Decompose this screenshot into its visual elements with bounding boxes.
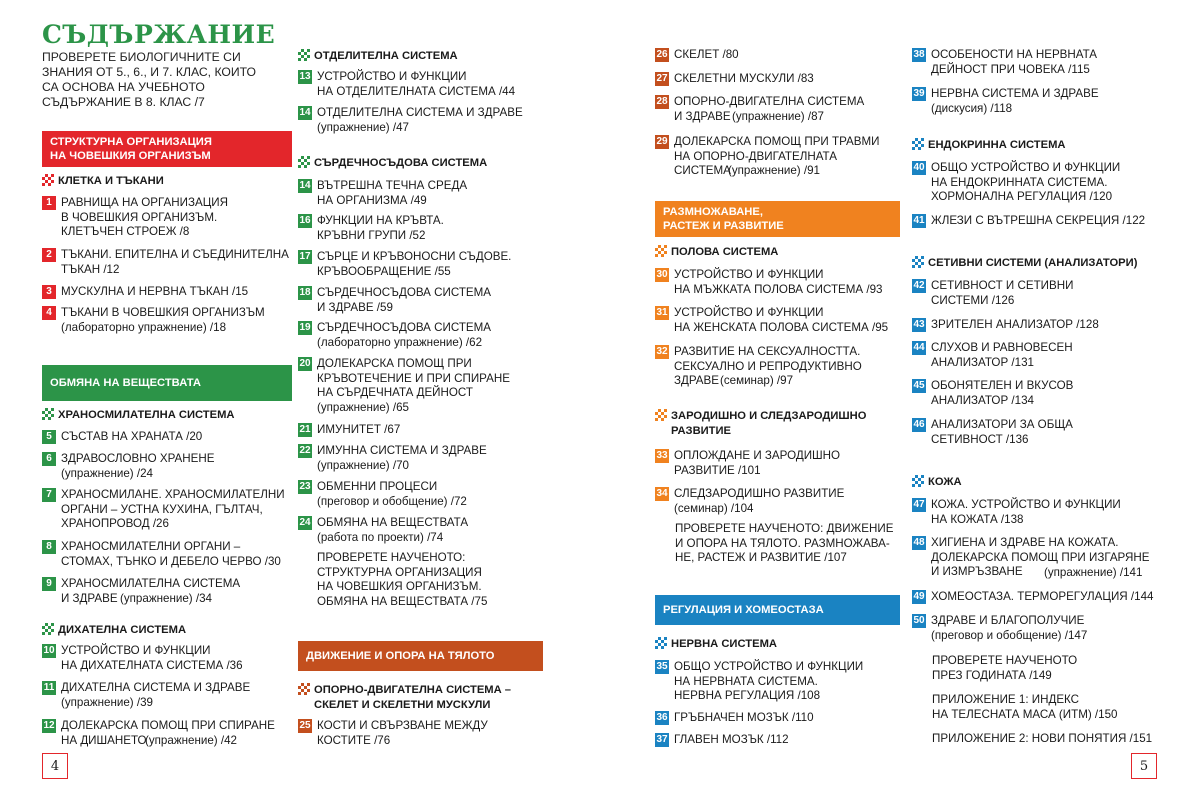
subhead-digestive: ХРАНОСМИЛАТЕЛНА СИСТЕМА bbox=[42, 407, 292, 423]
toc-entry[interactable]: 29 ДОЛЕКАРСКА ПОМОЩ ПРИ ТРАВМИ НА ОПОРНО-ДВИГАТЕЛНАТА СИСТЕМА bbox=[656, 135, 880, 177]
section-movement: ДВИЖЕНИЕ И ОПОРА НА ТЯЛОТО bbox=[298, 641, 543, 671]
subhead-embryonic: ЗАРОДИШНО И СЛЕДЗАРОДИШНО РАЗВИТИЕ bbox=[655, 408, 905, 438]
toc-entry[interactable]: 14 ОТДЕЛИТЕЛНА СИСТЕМА И ЗДРАВЕ (упражнение) /47 bbox=[299, 106, 523, 134]
toc-entry[interactable]: 26 СКЕЛЕТ /80 bbox=[656, 48, 739, 61]
entry-note: (упражнение) /87 bbox=[732, 110, 824, 123]
review-block[interactable]: ПРОВЕРЕТЕ НАУЧЕНОТО: СТРУКТУРНА ОРГАНИЗАЦИЯ НА ЧОВЕШКИЯ ОРГАНИЗЪМ. ОБМЯНА НА ВЕЩЕСТВАТА /75 bbox=[317, 551, 488, 608]
checker-icon bbox=[912, 138, 924, 150]
entry-note: (упражнение) /91 bbox=[728, 164, 820, 177]
toc-entry[interactable]: 38 ОСОБЕНОСТИ НА НЕРВНАТА ДЕЙНОСТ ПРИ ЧОВЕКА /115 bbox=[913, 48, 1098, 76]
toc-entry[interactable]: 47 КОЖА. УСТРОЙСТВО И ФУНКЦИИ НА КОЖАТА /138 bbox=[913, 498, 1121, 526]
toc-entry[interactable]: 11 ДИХАТЕЛНА СИСТЕМА И ЗДРАВЕ (упражнение) /39 bbox=[43, 681, 251, 709]
page-title: СЪДЪРЖАНИЕ bbox=[42, 20, 276, 49]
toc-entry[interactable]: 46 АНАЛИЗАТОРИ ЗА ОБЩА СЕТИВНОСТ /136 bbox=[913, 418, 1073, 446]
section-reproduction: РАЗМНОЖАВАНЕ, РАСТЕЖ И РАЗВИТИЕ bbox=[655, 201, 900, 237]
toc-entry[interactable]: 2 ТЪКАНИ. ЕПИТЕЛНА И СЪЕДИНИТЕЛНА ТЪКАН /12 bbox=[42, 248, 292, 277]
toc-entry[interactable]: 23 ОБМЕННИ ПРОЦЕСИ (преговор и обобщение) /72 bbox=[299, 480, 467, 508]
toc-entry[interactable]: 21 ИМУНИТЕТ /67 bbox=[299, 423, 401, 436]
intro-text: ПРОВЕРЕТЕ БИОЛОГИЧНИТЕ СИ ЗНАНИЯ ОТ 5., 6., И 7. КЛАС, КОИТО СА ОСНОВА НА УЧЕБНОТО СЪДЪРЖАНИЕ В 8. КЛАС /7 bbox=[42, 50, 257, 109]
toc-entry[interactable]: 9 ХРАНОСМИЛАТЕЛНА СИСТЕМА И ЗДРАВЕ bbox=[42, 577, 292, 606]
checker-icon bbox=[912, 475, 924, 487]
toc-entry[interactable]: 50 ЗДРАВЕ И БЛАГОПОЛУЧИЕ (преговор и обобщение) /147 bbox=[913, 614, 1088, 642]
toc-entry[interactable]: 25 КОСТИ И СВЪРЗВАНЕ МЕЖДУ КОСТИТЕ /76 bbox=[299, 719, 488, 747]
toc-entry[interactable]: 42 СЕТИВНОСТ И СЕТИВНИ СИСТЕМИ /126 bbox=[913, 279, 1074, 307]
review-block[interactable]: ПРОВЕРЕТЕ НАУЧЕНОТО: ДВИЖЕНИЕ И ОПОРА НА ТЯЛОТО. РАЗМНОЖАВА- НЕ, РАСТЕЖ И РАЗВИТИЕ /107 bbox=[675, 522, 894, 564]
subhead-sensory: СЕТИВНИ СИСТЕМИ (АНАЛИЗАТОРИ) bbox=[912, 255, 1162, 271]
toc-entry[interactable]: 32 РАЗВИТИЕ НА СЕКСУАЛНОСТТА. СЕКСУАЛНО И РЕПРОДУКТИВНО ЗДРАВЕ bbox=[656, 345, 862, 387]
appendix-1-link[interactable]: ПРИЛОЖЕНИЕ 1: ИНДЕКС НА ТЕЛЕСНАТА МАСА (ИТМ) /150 bbox=[932, 693, 1118, 721]
subhead-skin: КОЖА bbox=[912, 474, 1162, 490]
toc-entry[interactable]: 3 МУСКУЛНА И НЕРВНА ТЪКАН /15 bbox=[42, 285, 292, 300]
toc-entry[interactable]: 34 СЛЕДЗАРОДИШНО РАЗВИТИЕ (семинар) /104 bbox=[656, 487, 845, 515]
checker-icon bbox=[655, 637, 667, 649]
subhead-cardio: СЪРДЕЧНОСЪДОВА СИСТЕМА bbox=[298, 155, 548, 171]
checker-icon bbox=[298, 683, 310, 695]
toc-entry[interactable]: 7 ХРАНОСМИЛАНЕ. ХРАНОСМИЛАТЕЛНИ ОРГАНИ – УСТНА КУХИНА, ГЪЛТАЧ, ХРАНОПРОВОД /26 bbox=[42, 488, 292, 532]
toc-entry[interactable]: 43 ЗРИТЕЛЕН АНАЛИЗАТОР /128 bbox=[913, 318, 1099, 331]
toc-entry[interactable]: 19 СЪРДЕЧНОСЪДОВА СИСТЕМА (лабораторно упражнение) /62 bbox=[299, 321, 492, 349]
toc-entry[interactable]: 12 ДОЛЕКАРСКА ПОМОЩ ПРИ СПИРАНЕ НА ДИШАНЕТО bbox=[43, 719, 275, 747]
page-number-right: 5 bbox=[1131, 753, 1157, 779]
toc-entry[interactable]: 1 РАВНИЩА НА ОРГАНИЗАЦИЯ В ЧОВЕШКИЯ ОРГАНИЗЪМ. КЛЕТЪЧЕН СТРОЕЖ /8 bbox=[42, 196, 292, 240]
toc-entry[interactable]: 4 ТЪКАНИ В ЧОВЕШКИЯ ОРГАНИЗЪМ (лабораторно упражнение) /18 bbox=[42, 306, 292, 335]
checker-icon bbox=[298, 49, 310, 61]
toc-entry[interactable]: 16 ФУНКЦИИ НА КРЪВТА. КРЪВНИ ГРУПИ /52 bbox=[299, 214, 444, 242]
toc-entry[interactable]: 39 НЕРВНА СИСТЕМА И ЗДРАВЕ (дискусия) /118 bbox=[913, 87, 1099, 115]
toc-entry[interactable]: 49 ХОМЕОСТАЗА. ТЕРМОРЕГУЛАЦИЯ /144 bbox=[913, 590, 1154, 603]
toc-entry[interactable]: 40 ОБЩО УСТРОЙСТВО И ФУНКЦИИ НА ЕНДОКРИННАТА СИСТЕМА. ХОРМОНАЛНА РЕГУЛАЦИЯ /120 bbox=[913, 161, 1121, 203]
toc-entry[interactable]: 22 ИМУННА СИСТЕМА И ЗДРАВЕ (упражнение) /70 bbox=[299, 444, 487, 472]
checker-icon bbox=[42, 408, 54, 420]
checker-icon bbox=[655, 409, 667, 421]
toc-entry[interactable]: 44 СЛУХОВ И РАВНОВЕСЕН АНАЛИЗАТОР /131 bbox=[913, 341, 1073, 369]
toc-entry[interactable]: 41 ЖЛЕЗИ С ВЪТРЕШНА СЕКРЕЦИЯ /122 bbox=[913, 214, 1146, 227]
review-block[interactable]: ПРОВЕРЕТЕ НАУЧЕНОТО ПРЕЗ ГОДИНАТА /149 bbox=[932, 654, 1078, 682]
toc-entry[interactable]: 18 СЪРДЕЧНОСЪДОВА СИСТЕМА И ЗДРАВЕ /59 bbox=[299, 286, 492, 314]
toc-entry[interactable]: 48 ХИГИЕНА И ЗДРАВЕ НА КОЖАТА. ДОЛЕКАРСКА ПОМОЩ ПРИ ИЗГАРЯНЕ И ИЗМРЪЗВАНЕ bbox=[913, 536, 1150, 578]
entry-note: (упражнение) /141 bbox=[1044, 566, 1143, 579]
entry-note: (упражнение) /34 bbox=[120, 592, 212, 605]
toc-entry[interactable]: 30 УСТРОЙСТВО И ФУНКЦИИ НА МЪЖКАТА ПОЛОВА СИСТЕМА /93 bbox=[656, 268, 883, 296]
subhead-cells: КЛЕТКА И ТЪКАНИ bbox=[42, 173, 292, 189]
section-structure: СТРУКТУРНА ОРГАНИЗАЦИЯ НА ЧОВЕШКИЯ ОРГАНИЗЪМ bbox=[42, 131, 292, 167]
subhead-excretory: ОТДЕЛИТЕЛНА СИСТЕМА bbox=[298, 48, 548, 64]
checker-icon bbox=[298, 156, 310, 168]
toc-entry[interactable]: 14 ВЪТРЕШНА ТЕЧНА СРЕДА НА ОРГАНИЗМА /49 bbox=[299, 179, 468, 207]
toc-entry[interactable]: 35 ОБЩО УСТРОЙСТВО И ФУНКЦИИ НА НЕРВНАТА СИСТЕМА. НЕРВНА РЕГУЛАЦИЯ /108 bbox=[656, 660, 864, 702]
toc-entry[interactable]: 33 ОПЛОЖДАНЕ И ЗАРОДИШНО РАЗВИТИЕ /101 bbox=[656, 449, 841, 477]
toc-entry[interactable]: 37 ГЛАВЕН МОЗЪК /112 bbox=[656, 733, 789, 746]
toc-entry[interactable]: 8 ХРАНОСМИЛАТЕЛНИ ОРГАНИ – СТОМАХ, ТЪНКО И ДЕБЕЛО ЧЕРВО /30 bbox=[42, 540, 292, 569]
subhead-endocrine: ЕНДОКРИННА СИСТЕМА bbox=[912, 137, 1162, 153]
checker-icon bbox=[912, 256, 924, 268]
toc-entry[interactable]: 31 УСТРОЙСТВО И ФУНКЦИИ НА ЖЕНСКАТА ПОЛОВА СИСТЕМА /95 bbox=[656, 306, 889, 334]
subhead-reproductive: ПОЛОВА СИСТЕМА bbox=[655, 244, 905, 260]
section-regulation: РЕГУЛАЦИЯ И ХОМЕОСТАЗА bbox=[655, 595, 900, 625]
checker-icon bbox=[655, 245, 667, 257]
toc-entry[interactable]: 5 СЪСТАВ НА ХРАНАТА /20 bbox=[42, 430, 292, 445]
toc-entry[interactable]: 27 СКЕЛЕТНИ МУСКУЛИ /83 bbox=[656, 72, 814, 85]
toc-entry[interactable]: 13 УСТРОЙСТВО И ФУНКЦИИ НА ОТДЕЛИТЕЛНАТА СИСТЕМА /44 bbox=[299, 70, 516, 98]
entry-note: (семинар) /97 bbox=[720, 374, 794, 387]
checker-icon bbox=[42, 623, 54, 635]
toc-entry[interactable]: 17 СЪРЦЕ И КРЪВОНОСНИ СЪДОВЕ. КРЪВООБРАЩЕНИЕ /55 bbox=[299, 250, 512, 278]
toc-entry[interactable]: 20 ДОЛЕКАРСКА ПОМОЩ ПРИ КРЪВОТЕЧЕНИЕ И ПРИ СПИРАНЕ НА СЪРДЕЧНАТА ДЕЙНОСТ (упражнение) /65 bbox=[299, 357, 510, 414]
subhead-respiratory: ДИХАТЕЛНА СИСТЕМА bbox=[42, 622, 292, 638]
page-number-left: 4 bbox=[42, 753, 68, 779]
appendix-2-link[interactable]: ПРИЛОЖЕНИЕ 2: НОВИ ПОНЯТИЯ /151 bbox=[932, 732, 1153, 745]
toc-entry[interactable]: 45 ОБОНЯТЕЛЕН И ВКУСОВ АНАЛИЗАТОР /134 bbox=[913, 379, 1074, 407]
toc-entry[interactable]: 6 ЗДРАВОСЛОВНО ХРАНЕНЕ (упражнение) /24 bbox=[42, 452, 292, 481]
entry-note: (упражнение) /42 bbox=[145, 734, 237, 747]
toc-entry[interactable]: 28 ОПОРНО-ДВИГАТЕЛНА СИСТЕМА И ЗДРАВЕ bbox=[656, 95, 865, 123]
toc-entry[interactable]: 24 ОБМЯНА НА ВЕЩЕСТВАТА (работа по проекти) /74 bbox=[299, 516, 469, 544]
subhead-nervous: НЕРВНА СИСТЕМА bbox=[655, 636, 905, 652]
checker-icon bbox=[42, 174, 54, 186]
subhead-musculo: ОПОРНО-ДВИГАТЕЛНА СИСТЕМА – СКЕЛЕТ И СКЕЛЕТНИ МУСКУЛИ bbox=[298, 682, 548, 712]
toc-entry[interactable]: 36 ГРЪБНАЧЕН МОЗЪК /110 bbox=[656, 711, 814, 724]
section-metabolism: ОБМЯНА НА ВЕЩЕСТВАТА bbox=[42, 365, 292, 401]
toc-entry[interactable]: 10 УСТРОЙСТВО И ФУНКЦИИ НА ДИХАТЕЛНАТА СИСТЕМА /36 bbox=[43, 644, 243, 672]
